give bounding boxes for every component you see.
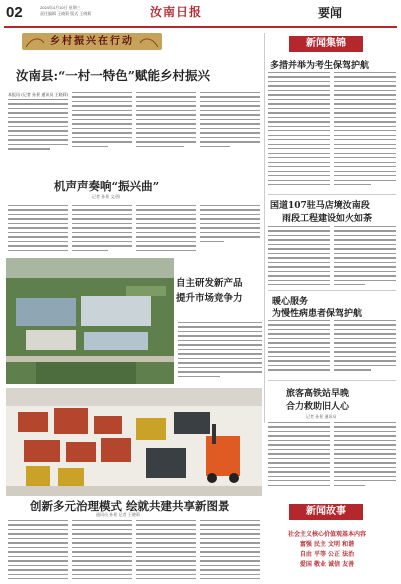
section-title: 要闻 xyxy=(318,6,343,20)
highway-story-column-1 xyxy=(268,226,330,288)
factory-headline-2: 提升市场竞争力 xyxy=(176,293,243,304)
exam-story-column-1 xyxy=(268,72,330,192)
bottom-column-1 xyxy=(8,520,68,582)
date-line: 2024年4月10日 星期三 xyxy=(40,5,81,10)
lead-column-2 xyxy=(72,92,132,151)
warehouse-photo xyxy=(6,388,262,496)
rail-story-headline-2: 合力救助旧人心 xyxy=(286,402,350,412)
editor-line: 责任编辑 王晓莉 版式 王晓莉 xyxy=(40,11,92,16)
factory-story-text xyxy=(178,322,262,380)
banner-text: 乡村振兴在行动 xyxy=(50,36,134,47)
story2-headline: 机声声奏响“振兴曲” xyxy=(54,179,160,193)
core-values-box xyxy=(258,530,396,570)
lead-column-4 xyxy=(200,92,260,151)
bottom-headline: 创新多元治理模式 绘就共建共享新图景 xyxy=(30,499,230,513)
highway-story-headline: 国道107驻马店境汝南段 xyxy=(270,201,370,211)
bottom-column-2 xyxy=(72,520,132,582)
story2-column-1 xyxy=(8,205,68,254)
aerial-factory-photo xyxy=(6,258,174,384)
care-story-column-2 xyxy=(334,320,396,375)
lead-byline: 本报讯 (记者 孙景 通讯员 王晓莉) xyxy=(8,92,69,97)
news-roundup-label: 新闻集锦 xyxy=(289,36,363,52)
story2-column-3 xyxy=(136,205,196,254)
story2-column-4 xyxy=(200,205,260,254)
care-story-headline: 暖心服务 xyxy=(272,297,309,307)
highway-story-headline-2: 雨段工程建设如火如荼 xyxy=(282,214,373,224)
core-values-line-2: 自由 平等 公正 法治 xyxy=(299,551,355,558)
right-rule-2 xyxy=(268,290,396,291)
core-values-line-3: 爱国 敬业 诚信 友善 xyxy=(299,561,355,568)
care-story-column-1 xyxy=(268,320,330,375)
rail-story-headline: 旅客高铁站早晚 xyxy=(286,389,350,399)
lead-column-3 xyxy=(136,92,196,151)
bottom-column-3 xyxy=(136,520,196,582)
column-divider xyxy=(264,33,265,423)
warehouse-photo-drawing xyxy=(6,388,262,496)
rail-story-byline: 记者 孙景 通讯员 xyxy=(306,414,337,419)
issue-info xyxy=(40,5,91,17)
right-rule-3 xyxy=(268,380,396,381)
right-rule-1 xyxy=(268,194,396,195)
care-story-headline-2: 为慢性病患者保驾护航 xyxy=(272,309,363,319)
story2-column-2 xyxy=(72,205,132,254)
bottom-byline: 通讯员 孙景 记者 王晓莉 xyxy=(96,512,140,517)
lead-headline: 汝南县:“一村一特色”赋能乡村振兴 xyxy=(16,68,210,83)
topic-banner xyxy=(22,33,162,50)
highway-story-column-2 xyxy=(334,226,396,288)
core-values-line-1: 富强 民主 文明 和谐 xyxy=(299,541,355,548)
core-values-title: 社会主义核心价值观基本内容 xyxy=(287,531,366,538)
rail-story-column-2 xyxy=(334,422,396,490)
bottom-column-4 xyxy=(200,520,260,582)
exam-story-column-2 xyxy=(334,72,396,192)
story2-byline: 记者 孙景 文/图 xyxy=(92,194,120,199)
factory-headline-box xyxy=(176,276,260,312)
exam-story-headline: 多措并举为考生保驾护航 xyxy=(270,61,370,71)
lead-column-1 xyxy=(8,99,68,151)
page-number: 02 xyxy=(6,4,23,21)
news-story-label: 新闻故事 xyxy=(289,504,363,520)
newspaper-masthead: 汝南日报 xyxy=(150,5,203,19)
factory-headline: 自主研发新产品 xyxy=(176,278,243,289)
header-rule xyxy=(4,26,397,28)
aerial-photo-drawing xyxy=(6,258,174,384)
rail-story-column-1 xyxy=(268,422,330,490)
